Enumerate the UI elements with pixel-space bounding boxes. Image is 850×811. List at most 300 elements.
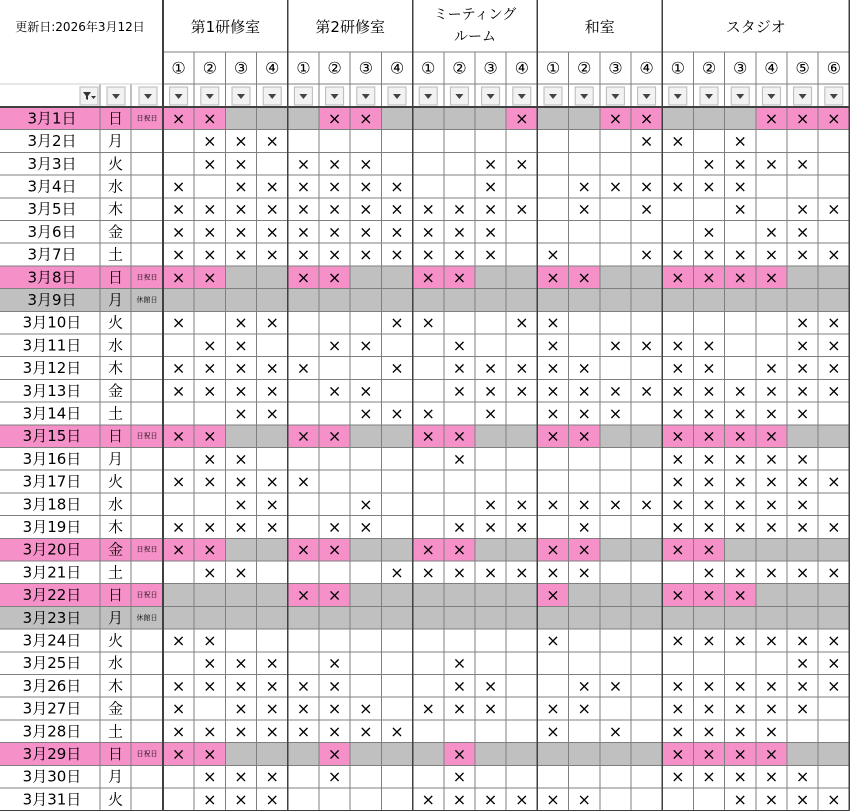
reserved-mark[interactable]: × xyxy=(764,472,779,492)
reserved-mark[interactable]: × xyxy=(764,744,779,764)
reserved-mark[interactable]: × xyxy=(296,176,311,196)
reserved-mark[interactable]: × xyxy=(171,540,186,560)
reserved-mark[interactable]: × xyxy=(764,267,779,287)
reserved-mark[interactable]: × xyxy=(327,222,342,242)
reserved-mark[interactable]: × xyxy=(296,358,311,378)
reserved-mark[interactable]: × xyxy=(203,630,217,650)
reserved-mark[interactable]: × xyxy=(827,245,841,265)
reserved-mark[interactable]: × xyxy=(795,562,810,582)
reserved-mark[interactable]: × xyxy=(764,517,779,537)
reserved-mark[interactable]: × xyxy=(203,721,217,741)
reserved-mark[interactable]: × xyxy=(608,381,623,401)
reserved-mark[interactable]: × xyxy=(577,426,591,446)
reserved-mark[interactable]: × xyxy=(171,199,186,219)
reserved-mark[interactable]: × xyxy=(702,154,716,174)
reserved-mark[interactable]: × xyxy=(515,313,529,333)
filter-button-dow[interactable] xyxy=(107,87,125,105)
reserved-mark[interactable]: × xyxy=(234,676,248,696)
reserved-mark[interactable]: × xyxy=(452,267,467,287)
filter-button-slot[interactable] xyxy=(762,87,780,105)
reserved-mark[interactable]: × xyxy=(483,494,498,514)
reserved-mark[interactable]: × xyxy=(702,585,716,605)
reserved-mark[interactable]: × xyxy=(483,517,498,537)
reserved-mark[interactable]: × xyxy=(795,494,810,514)
reserved-mark[interactable]: × xyxy=(764,108,779,128)
reserved-mark[interactable]: × xyxy=(421,789,435,809)
reserved-mark[interactable]: × xyxy=(733,449,747,469)
reserved-mark[interactable]: × xyxy=(671,381,685,401)
reserved-mark[interactable]: × xyxy=(359,108,373,128)
reserved-mark[interactable]: × xyxy=(546,789,560,809)
reserved-mark[interactable]: × xyxy=(359,517,373,537)
reserved-mark[interactable]: × xyxy=(265,381,279,401)
reserved-mark[interactable]: × xyxy=(483,676,498,696)
reserved-mark[interactable]: × xyxy=(671,131,685,151)
reserved-mark[interactable]: × xyxy=(171,245,186,265)
reserved-mark[interactable]: × xyxy=(203,131,217,151)
reserved-mark[interactable]: × xyxy=(577,789,591,809)
reserved-mark[interactable]: × xyxy=(171,426,186,446)
reserved-mark[interactable]: × xyxy=(608,721,623,741)
reserved-mark[interactable]: × xyxy=(671,176,685,196)
reserved-mark[interactable]: × xyxy=(421,699,435,719)
reserved-mark[interactable]: × xyxy=(327,585,342,605)
reserved-mark[interactable]: × xyxy=(234,699,248,719)
reserved-mark[interactable]: × xyxy=(452,653,467,673)
reserved-mark[interactable]: × xyxy=(608,108,623,128)
reserved-mark[interactable]: × xyxy=(827,108,841,128)
reserved-mark[interactable]: × xyxy=(639,176,654,196)
reserved-mark[interactable]: × xyxy=(390,245,404,265)
reserved-mark[interactable]: × xyxy=(577,562,591,582)
reserved-mark[interactable]: × xyxy=(733,630,747,650)
reserved-mark[interactable]: × xyxy=(671,472,685,492)
reserved-mark[interactable]: × xyxy=(327,335,342,355)
reserved-mark[interactable]: × xyxy=(671,630,685,650)
reserved-mark[interactable]: × xyxy=(171,313,186,333)
filter-button-slot[interactable] xyxy=(544,87,562,105)
reserved-mark[interactable]: × xyxy=(483,562,498,582)
reserved-mark[interactable]: × xyxy=(639,245,654,265)
reserved-mark[interactable]: × xyxy=(702,676,716,696)
reserved-mark[interactable]: × xyxy=(702,494,716,514)
reserved-mark[interactable]: × xyxy=(265,199,279,219)
reserved-mark[interactable]: × xyxy=(483,358,498,378)
reserved-mark[interactable]: × xyxy=(515,789,529,809)
reserved-mark[interactable]: × xyxy=(171,381,186,401)
reserved-mark[interactable]: × xyxy=(234,335,248,355)
reserved-mark[interactable]: × xyxy=(827,358,841,378)
reserved-mark[interactable]: × xyxy=(234,245,248,265)
reserved-mark[interactable]: × xyxy=(795,767,810,787)
reserved-mark[interactable]: × xyxy=(608,494,623,514)
reserved-mark[interactable]: × xyxy=(764,630,779,650)
filter-button-slot[interactable] xyxy=(263,87,281,105)
reserved-mark[interactable]: × xyxy=(827,517,841,537)
filter-button-slot[interactable] xyxy=(700,87,718,105)
reserved-mark[interactable]: × xyxy=(421,267,435,287)
filter-button-slot[interactable] xyxy=(669,87,687,105)
reserved-mark[interactable]: × xyxy=(390,222,404,242)
reserved-mark[interactable]: × xyxy=(327,108,342,128)
reserved-mark[interactable]: × xyxy=(265,789,279,809)
reserved-mark[interactable]: × xyxy=(234,789,248,809)
reserved-mark[interactable]: × xyxy=(733,789,747,809)
reserved-mark[interactable]: × xyxy=(702,403,716,423)
reserved-mark[interactable]: × xyxy=(577,267,591,287)
reserved-mark[interactable]: × xyxy=(390,358,404,378)
filter-button-slot[interactable] xyxy=(294,87,312,105)
reserved-mark[interactable]: × xyxy=(546,335,560,355)
reserved-mark[interactable]: × xyxy=(234,562,248,582)
reserved-mark[interactable]: × xyxy=(483,199,498,219)
reserved-mark[interactable]: × xyxy=(265,517,279,537)
filter-button-slot[interactable] xyxy=(606,87,624,105)
reserved-mark[interactable]: × xyxy=(171,222,186,242)
reserved-mark[interactable]: × xyxy=(671,676,685,696)
reserved-mark[interactable]: × xyxy=(359,335,373,355)
reserved-mark[interactable]: × xyxy=(671,540,685,560)
reserved-mark[interactable]: × xyxy=(452,381,467,401)
reserved-mark[interactable]: × xyxy=(733,585,747,605)
reserved-mark[interactable]: × xyxy=(733,676,747,696)
reserved-mark[interactable]: × xyxy=(203,472,217,492)
reserved-mark[interactable]: × xyxy=(327,199,342,219)
reserved-mark[interactable]: × xyxy=(639,131,654,151)
reserved-mark[interactable]: × xyxy=(733,154,747,174)
reserved-mark[interactable]: × xyxy=(390,721,404,741)
reserved-mark[interactable]: × xyxy=(827,335,841,355)
reserved-mark[interactable]: × xyxy=(671,699,685,719)
reserved-mark[interactable]: × xyxy=(702,767,716,787)
reserved-mark[interactable]: × xyxy=(702,426,716,446)
reserved-mark[interactable]: × xyxy=(203,245,217,265)
reserved-mark[interactable]: × xyxy=(546,245,560,265)
reserved-mark[interactable]: × xyxy=(702,517,716,537)
reserved-mark[interactable]: × xyxy=(171,676,186,696)
reserved-mark[interactable]: × xyxy=(795,653,810,673)
reserved-mark[interactable]: × xyxy=(327,245,342,265)
reserved-mark[interactable]: × xyxy=(452,245,467,265)
reserved-mark[interactable]: × xyxy=(515,154,529,174)
reserved-mark[interactable]: × xyxy=(452,335,467,355)
reserved-mark[interactable]: × xyxy=(795,154,810,174)
reserved-mark[interactable]: × xyxy=(671,767,685,787)
reserved-mark[interactable]: × xyxy=(671,494,685,514)
reserved-mark[interactable]: × xyxy=(827,653,841,673)
reserved-mark[interactable]: × xyxy=(421,426,435,446)
filter-button-slot[interactable] xyxy=(513,87,531,105)
reserved-mark[interactable]: × xyxy=(234,721,248,741)
reserved-mark[interactable]: × xyxy=(234,176,248,196)
reserved-mark[interactable]: × xyxy=(234,131,248,151)
reserved-mark[interactable]: × xyxy=(203,676,217,696)
reserved-mark[interactable]: × xyxy=(171,744,186,764)
reserved-mark[interactable]: × xyxy=(327,426,342,446)
filter-button-slot[interactable] xyxy=(794,87,812,105)
reserved-mark[interactable]: × xyxy=(546,630,560,650)
reserved-mark[interactable]: × xyxy=(702,630,716,650)
reserved-mark[interactable]: × xyxy=(171,472,186,492)
reserved-mark[interactable]: × xyxy=(171,630,186,650)
reserved-mark[interactable]: × xyxy=(733,767,747,787)
reserved-mark[interactable]: × xyxy=(546,403,560,423)
reserved-mark[interactable]: × xyxy=(203,653,217,673)
reserved-mark[interactable]: × xyxy=(327,767,342,787)
reserved-mark[interactable]: × xyxy=(171,108,186,128)
reserved-mark[interactable]: × xyxy=(265,653,279,673)
reserved-mark[interactable]: × xyxy=(546,358,560,378)
reserved-mark[interactable]: × xyxy=(327,517,342,537)
reserved-mark[interactable]: × xyxy=(483,381,498,401)
reserved-mark[interactable]: × xyxy=(483,699,498,719)
reserved-mark[interactable]: × xyxy=(265,131,279,151)
reserved-mark[interactable]: × xyxy=(234,358,248,378)
reserved-mark[interactable]: × xyxy=(639,381,654,401)
reserved-mark[interactable]: × xyxy=(203,335,217,355)
reserved-mark[interactable]: × xyxy=(515,358,529,378)
reserved-mark[interactable]: × xyxy=(234,494,248,514)
reserved-mark[interactable]: × xyxy=(359,381,373,401)
reserved-mark[interactable]: × xyxy=(265,313,279,333)
reserved-mark[interactable]: × xyxy=(764,676,779,696)
reserved-mark[interactable]: × xyxy=(733,494,747,514)
reserved-mark[interactable]: × xyxy=(265,676,279,696)
reserved-mark[interactable]: × xyxy=(203,426,217,446)
reserved-mark[interactable]: × xyxy=(421,222,435,242)
reserved-mark[interactable]: × xyxy=(764,222,779,242)
reserved-mark[interactable]: × xyxy=(795,630,810,650)
reserved-mark[interactable]: × xyxy=(234,154,248,174)
reserved-mark[interactable]: × xyxy=(671,449,685,469)
reserved-mark[interactable]: × xyxy=(795,789,810,809)
reserved-mark[interactable]: × xyxy=(764,403,779,423)
reserved-mark[interactable]: × xyxy=(608,335,623,355)
reserved-mark[interactable]: × xyxy=(702,699,716,719)
reserved-mark[interactable]: × xyxy=(171,721,186,741)
reserved-mark[interactable]: × xyxy=(234,472,248,492)
reserved-mark[interactable]: × xyxy=(234,449,248,469)
reserved-mark[interactable]: × xyxy=(795,358,810,378)
reserved-mark[interactable]: × xyxy=(733,426,747,446)
reserved-mark[interactable]: × xyxy=(452,358,467,378)
reserved-mark[interactable]: × xyxy=(452,789,467,809)
reserved-mark[interactable]: × xyxy=(795,517,810,537)
reserved-mark[interactable]: × xyxy=(203,108,217,128)
reserved-mark[interactable]: × xyxy=(296,245,311,265)
reserved-mark[interactable]: × xyxy=(421,313,435,333)
reserved-mark[interactable]: × xyxy=(764,426,779,446)
reserved-mark[interactable]: × xyxy=(327,176,342,196)
reserved-mark[interactable]: × xyxy=(702,449,716,469)
reserved-mark[interactable]: × xyxy=(452,676,467,696)
reserved-mark[interactable]: × xyxy=(327,653,342,673)
reserved-mark[interactable]: × xyxy=(702,335,716,355)
reserved-mark[interactable]: × xyxy=(546,540,560,560)
reserved-mark[interactable]: × xyxy=(764,154,779,174)
reserved-mark[interactable]: × xyxy=(171,176,186,196)
reserved-mark[interactable]: × xyxy=(234,313,248,333)
reserved-mark[interactable]: × xyxy=(483,176,498,196)
reserved-mark[interactable]: × xyxy=(203,267,217,287)
reserved-mark[interactable]: × xyxy=(733,721,747,741)
reserved-mark[interactable]: × xyxy=(234,767,248,787)
reserved-mark[interactable]: × xyxy=(452,767,467,787)
reserved-mark[interactable]: × xyxy=(359,403,373,423)
filter-button-slot[interactable] xyxy=(575,87,593,105)
reserved-mark[interactable]: × xyxy=(827,472,841,492)
reserved-mark[interactable]: × xyxy=(639,494,654,514)
reserved-mark[interactable]: × xyxy=(702,721,716,741)
reserved-mark[interactable]: × xyxy=(327,540,342,560)
reserved-mark[interactable]: × xyxy=(764,381,779,401)
reserved-mark[interactable]: × xyxy=(203,744,217,764)
reserved-mark[interactable]: × xyxy=(733,245,747,265)
reserved-mark[interactable]: × xyxy=(515,517,529,537)
reserved-mark[interactable]: × xyxy=(764,245,779,265)
reserved-mark[interactable]: × xyxy=(577,494,591,514)
reserved-mark[interactable]: × xyxy=(764,562,779,582)
reserved-mark[interactable]: × xyxy=(702,381,716,401)
reserved-mark[interactable]: × xyxy=(327,381,342,401)
reserved-mark[interactable]: × xyxy=(671,721,685,741)
reserved-mark[interactable]: × xyxy=(515,562,529,582)
reserved-mark[interactable]: × xyxy=(608,403,623,423)
reserved-mark[interactable]: × xyxy=(577,176,591,196)
reserved-mark[interactable]: × xyxy=(671,744,685,764)
reserved-mark[interactable]: × xyxy=(452,426,467,446)
reserved-mark[interactable]: × xyxy=(296,222,311,242)
reserved-mark[interactable]: × xyxy=(483,789,498,809)
reserved-mark[interactable]: × xyxy=(296,585,311,605)
reserved-mark[interactable]: × xyxy=(795,449,810,469)
reserved-mark[interactable]: × xyxy=(203,199,217,219)
reserved-mark[interactable]: × xyxy=(452,449,467,469)
reserved-mark[interactable]: × xyxy=(203,381,217,401)
reserved-mark[interactable]: × xyxy=(296,721,311,741)
reserved-mark[interactable]: × xyxy=(203,154,217,174)
reserved-mark[interactable]: × xyxy=(234,222,248,242)
filter-button-slot[interactable] xyxy=(450,87,468,105)
reserved-mark[interactable]: × xyxy=(577,517,591,537)
reserved-mark[interactable]: × xyxy=(390,562,404,582)
reserved-mark[interactable]: × xyxy=(546,381,560,401)
reserved-mark[interactable]: × xyxy=(827,562,841,582)
reserved-mark[interactable]: × xyxy=(265,699,279,719)
filter-button-slot[interactable] xyxy=(388,87,406,105)
reserved-mark[interactable]: × xyxy=(546,313,560,333)
reserved-mark[interactable]: × xyxy=(296,472,311,492)
reserved-mark[interactable]: × xyxy=(795,199,810,219)
reserved-mark[interactable]: × xyxy=(203,540,217,560)
reserved-mark[interactable]: × xyxy=(359,154,373,174)
reserved-mark[interactable]: × xyxy=(702,222,716,242)
reserved-mark[interactable]: × xyxy=(421,403,435,423)
reserved-mark[interactable]: × xyxy=(452,699,467,719)
reserved-mark[interactable]: × xyxy=(764,789,779,809)
reserved-mark[interactable]: × xyxy=(577,381,591,401)
reserved-mark[interactable]: × xyxy=(203,358,217,378)
reserved-mark[interactable]: × xyxy=(296,676,311,696)
reserved-mark[interactable]: × xyxy=(452,744,467,764)
reserved-mark[interactable]: × xyxy=(702,267,716,287)
reserved-mark[interactable]: × xyxy=(795,108,810,128)
reserved-mark[interactable]: × xyxy=(265,767,279,787)
reserved-mark[interactable]: × xyxy=(296,699,311,719)
reserved-mark[interactable]: × xyxy=(234,199,248,219)
reserved-mark[interactable]: × xyxy=(234,403,248,423)
reserved-mark[interactable]: × xyxy=(577,540,591,560)
reserved-mark[interactable]: × xyxy=(733,562,747,582)
reserved-mark[interactable]: × xyxy=(265,358,279,378)
reserved-mark[interactable]: × xyxy=(483,222,498,242)
reserved-mark[interactable]: × xyxy=(764,721,779,741)
reserved-mark[interactable]: × xyxy=(265,494,279,514)
reserved-mark[interactable]: × xyxy=(671,403,685,423)
reserved-mark[interactable]: × xyxy=(671,358,685,378)
reserved-mark[interactable]: × xyxy=(733,744,747,764)
reserved-mark[interactable]: × xyxy=(733,472,747,492)
reserved-mark[interactable]: × xyxy=(702,472,716,492)
reserved-mark[interactable]: × xyxy=(483,154,498,174)
reserved-mark[interactable]: × xyxy=(702,245,716,265)
reserved-mark[interactable]: × xyxy=(452,199,467,219)
reserved-mark[interactable]: × xyxy=(827,789,841,809)
reserved-mark[interactable]: × xyxy=(639,199,654,219)
reserved-mark[interactable]: × xyxy=(296,199,311,219)
reserved-mark[interactable]: × xyxy=(764,699,779,719)
reserved-mark[interactable]: × xyxy=(795,472,810,492)
reserved-mark[interactable]: × xyxy=(452,540,467,560)
reserved-mark[interactable]: × xyxy=(608,176,623,196)
reserved-mark[interactable]: × xyxy=(764,358,779,378)
reserved-mark[interactable]: × xyxy=(733,131,747,151)
reserved-mark[interactable]: × xyxy=(515,381,529,401)
filter-button-slot[interactable] xyxy=(170,87,188,105)
reserved-mark[interactable]: × xyxy=(671,426,685,446)
filter-button-note[interactable] xyxy=(139,87,157,105)
reserved-mark[interactable]: × xyxy=(171,699,186,719)
reserved-mark[interactable]: × xyxy=(671,335,685,355)
reserved-mark[interactable]: × xyxy=(733,699,747,719)
reserved-mark[interactable]: × xyxy=(764,767,779,787)
reserved-mark[interactable]: × xyxy=(421,199,435,219)
filter-button-slot[interactable] xyxy=(326,87,344,105)
reserved-mark[interactable]: × xyxy=(327,267,342,287)
reserved-mark[interactable]: × xyxy=(795,222,810,242)
reserved-mark[interactable]: × xyxy=(764,449,779,469)
reserved-mark[interactable]: × xyxy=(733,176,747,196)
reserved-mark[interactable]: × xyxy=(546,562,560,582)
reserved-mark[interactable]: × xyxy=(390,313,404,333)
reserved-mark[interactable]: × xyxy=(733,517,747,537)
reserved-mark[interactable]: × xyxy=(827,381,841,401)
reserved-mark[interactable]: × xyxy=(327,744,342,764)
reserved-mark[interactable]: × xyxy=(733,403,747,423)
reserved-mark[interactable]: × xyxy=(359,699,373,719)
reserved-mark[interactable]: × xyxy=(764,494,779,514)
reserved-mark[interactable]: × xyxy=(515,108,529,128)
filter-button-date[interactable] xyxy=(80,87,98,105)
reserved-mark[interactable]: × xyxy=(546,699,560,719)
reserved-mark[interactable]: × xyxy=(546,426,560,446)
reserved-mark[interactable]: × xyxy=(671,517,685,537)
reserved-mark[interactable]: × xyxy=(203,517,217,537)
reserved-mark[interactable]: × xyxy=(421,245,435,265)
reserved-mark[interactable]: × xyxy=(359,721,373,741)
reserved-mark[interactable]: × xyxy=(702,540,716,560)
reserved-mark[interactable]: × xyxy=(296,154,311,174)
